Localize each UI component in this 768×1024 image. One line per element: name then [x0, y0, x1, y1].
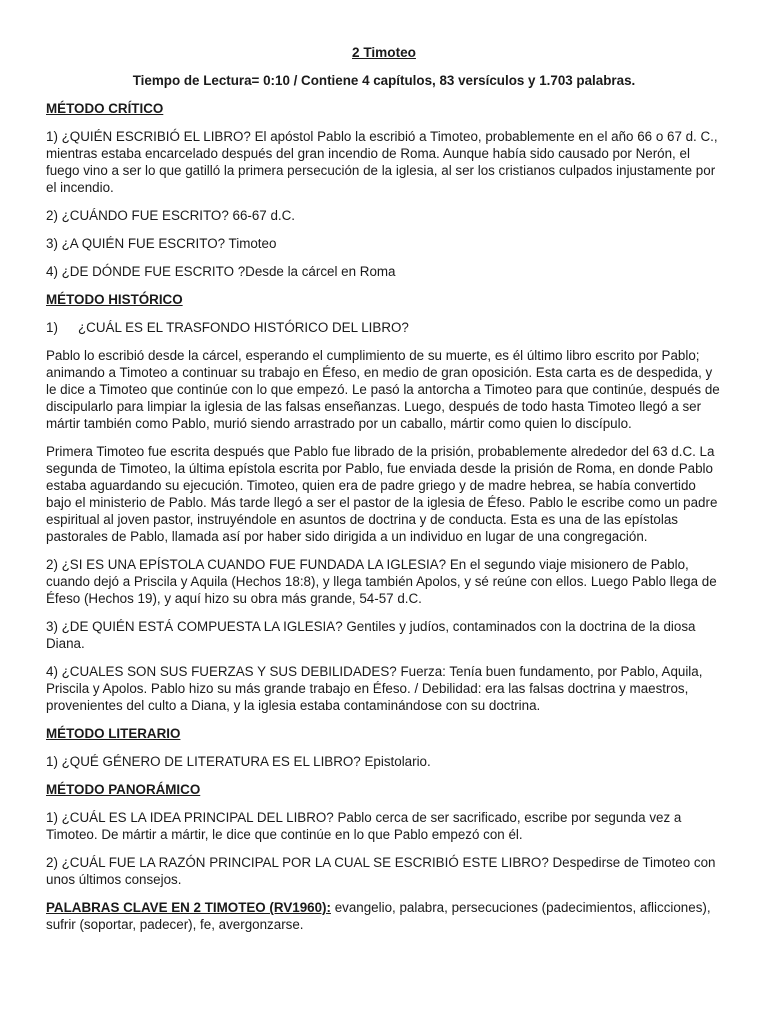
- keywords-text: evangelio, palabra, persecuciones (padecimientos, aflicciones), sufrir (soportar, padecer), fe, avergonzarse.: [46, 900, 711, 932]
- keywords-label: PALABRAS CLAVE EN 2 TIMOTEO (RV1960):: [46, 900, 331, 915]
- document-page: [46, 44, 722, 944]
- heading-metodo-panoramico: MÉTODO PANORÁMICO: [46, 782, 201, 797]
- critico-question-2: 2) ¿CUÁNDO FUE ESCRITO? 66-67 d.C.: [46, 208, 296, 223]
- heading-metodo-critico: MÉTODO CRÍTICO: [46, 101, 164, 116]
- heading-metodo-literario: MÉTODO LITERARIO: [46, 726, 181, 741]
- critico-question-4: 4) ¿DE DÓNDE FUE ESCRITO ?Desde la cárcel en Roma: [46, 264, 396, 279]
- list-text: ¿CUÁL ES EL TRASFONDO HISTÓRICO DEL LIBRO?: [78, 320, 409, 335]
- document-subtitle: Tiempo de Lectura= 0:10 / Contiene 4 capítulos, 83 versículos y 1.703 palabras.: [132, 73, 636, 88]
- panoramico-question-1: 1) ¿CUÁL ES LA IDEA PRINCIPAL DEL LIBRO? Pablo cerca de ser sacrificado, escribe por segunda vez a Timoteo. De mártir a mártir, le dice que continúe en lo que Pablo empezó con él.: [46, 810, 682, 842]
- panoramico-question-2: 2) ¿CUÁL FUE LA RAZÓN PRINCIPAL POR LA CUAL SE ESCRIBIÓ ESTE LIBRO? Despedirse de Timoteo con unos últimos consejos.: [46, 855, 716, 887]
- literario-question-1: 1) ¿QUÉ GÉNERO DE LITERATURA ES EL LIBRO? Epistolario.: [46, 754, 431, 769]
- list-number: 1): [46, 320, 58, 335]
- keywords-paragraph: [46, 899, 722, 933]
- critico-question-3: 3) ¿A QUIÉN FUE ESCRITO? Timoteo: [46, 236, 277, 251]
- historico-question-2: 2) ¿SI ES UNA EPÍSTOLA CUANDO FUE FUNDADA LA IGLESIA? En el segundo viaje misionero de Pablo, cuando dejó a Priscila y Aquila (Hechos 18:8), y llega también Apolos, y sé reúne con ellos. Luego Pablo llega de Éfeso (Hechos 19), y aquí hizo su obra más grande, 54-57 d.C.: [46, 557, 717, 606]
- document-title: 2 Timoteo: [352, 45, 416, 60]
- historico-question-4: 4) ¿CUALES SON SUS FUERZAS Y SUS DEBILIDADES? Fuerza: Tenía buen fundamento, por Pablo, Aquila, Priscila y Apolos. Pablo hizo su más grande trabajo en Éfeso. / Debilidad: era las falsas doctrina y maestros, provenientes del culto a Diana, y la iglesia estaba contaminándose con su doctrina.: [46, 664, 703, 713]
- historico-paragraph-1: Pablo lo escribió desde la cárcel, esperando el cumplimiento de su muerte, es él último libro escrito por Pablo; animando a Timoteo a continuar su trabajo en Éfeso, en medio de gran oposición. Esta carta es de despedida, y le dice a Timoteo que continúe con lo que empezó. Le pasó la antorcha a Timoteo para que continúe, después de discipularlo para limpiar la iglesia de las falsas enseñanzas. Luego, después de todo hasta Timoteo llegó a ser mártir también como Pablo, murió siendo arrastrado por un caballo, mártir como quien lo discípulo.: [46, 348, 720, 431]
- heading-metodo-historico: MÉTODO HISTÓRICO: [46, 292, 183, 307]
- historico-question-1: [46, 319, 722, 336]
- historico-paragraph-2: Primera Timoteo fue escrita después que Pablo fue librado de la prisión, probablemente alrededor del 63 d.C. La segunda de Timoteo, la última epístola escrita por Pablo, fue enviada desde la prisión de Roma, en donde Pablo estaba aguardando su ejecución. Timoteo, quien era de padre griego y de madre hebrea, se había convertido bajo el ministerio de Pablo. Más tarde llegó a ser el pastor de la iglesia de Éfeso. Pablo le escribe como un padre espiritual al joven pastor, instruyéndole en asuntos de doctrina y de conducta. Esta es una de las epístolas pastorales de Pablo, llamada así por haber sido dirigida a un individuo en lugar de una congregación.: [46, 444, 718, 544]
- historico-question-3: 3) ¿DE QUIÉN ESTÁ COMPUESTA LA IGLESIA? Gentiles y judíos, contaminados con la doctrina de la diosa Diana.: [46, 619, 696, 651]
- critico-question-1: 1) ¿QUIÉN ESCRIBIÓ EL LIBRO? El apóstol Pablo la escribió a Timoteo, probablemente en el año 66 o 67 d. C., mientras estaba encarcelado después del gran incendio de Roma. Aunque había sido causado por Nerón, el fuego vino a ser lo que gatilló la primera persecución de la iglesia, al ser los cristianos culpados injustamente por el incendio.: [46, 129, 718, 195]
